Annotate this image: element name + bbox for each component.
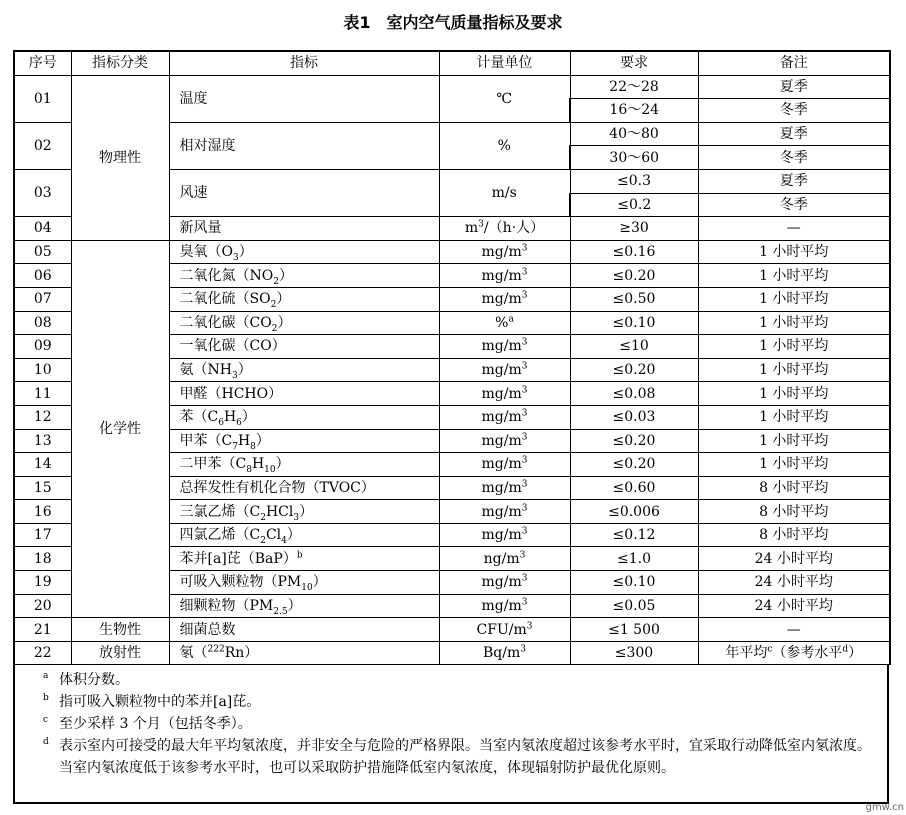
unit: $mg/m^3$	[439, 382, 570, 406]
unit: $m^3/(h\cdot$人）	[439, 217, 570, 241]
indicator: 氨$(NH_3)$	[169, 358, 439, 382]
category-bio: 生物性	[71, 618, 169, 642]
indicator: 新风量	[169, 217, 439, 241]
table-row	[14, 618, 890, 642]
remark: 8 小时平均	[698, 500, 890, 524]
footnotes	[13, 664, 889, 804]
requirement: ≤0.03	[570, 405, 698, 429]
indicator: 相对湿度	[169, 122, 439, 169]
footnote: b 指可吸入颗粒物中的苯并[a]芘。	[43, 693, 261, 710]
indicator: 三氯乙烯$(C_2HCl_3)$	[169, 500, 439, 524]
indicator: 一氧化碳（CO）	[169, 335, 439, 359]
requirement: ≤1.0	[570, 547, 698, 571]
indicator: 甲苯$(C_7H_8)$	[169, 429, 439, 453]
requirement: 40～80	[570, 122, 698, 146]
remark: 8 小时平均	[698, 476, 890, 500]
row-no: 09	[14, 335, 71, 359]
header-no: 序号	[14, 51, 71, 75]
remark: 夏季	[698, 169, 890, 193]
indicator: 甲醛（HCHO）	[169, 382, 439, 406]
indicator: 苯并[a]芘（BaP）$^b$	[169, 547, 439, 571]
table-row	[14, 641, 890, 665]
unit: $mg/m^3$	[439, 429, 570, 453]
requirement: ≤0.16	[570, 240, 698, 264]
requirement: ≤1 500	[570, 618, 698, 642]
remark: 1 小时平均	[698, 405, 890, 429]
indicator: 细菌总数	[169, 618, 439, 642]
row-no: 08	[14, 311, 71, 335]
remark: 1 小时平均	[698, 311, 890, 335]
table-header-row	[14, 51, 890, 75]
requirement: ≤0.10	[570, 571, 698, 595]
row-no: 07	[14, 287, 71, 311]
remark: 1 小时平均	[698, 358, 890, 382]
unit: $ng/m^3$	[439, 547, 570, 571]
requirement: ≥30	[570, 217, 698, 241]
indicator: 二甲苯$(C_8H_{10})$	[169, 453, 439, 477]
unit: $mg/m^3$	[439, 358, 570, 382]
remark: —	[698, 618, 890, 642]
remark: 冬季	[698, 193, 890, 217]
category-radio: 放射性	[71, 641, 169, 665]
header-requirement: 要求	[570, 51, 698, 75]
row-no: 20	[14, 594, 71, 618]
remark: 夏季	[698, 75, 890, 99]
remark: 24 小时平均	[698, 547, 890, 571]
unit: $mg/m^3$	[439, 476, 570, 500]
unit: $mg/m^3$	[439, 287, 570, 311]
unit: $mg/m^3$	[439, 335, 570, 359]
row-no: 16	[14, 500, 71, 524]
unit: CFU/$m^3$	[439, 618, 570, 642]
footnote: c 至少采样 3 个月（包括冬季）。	[43, 715, 252, 732]
row-no: 15	[14, 476, 71, 500]
indicator: 总挥发性有机化合物（TVOC）	[169, 476, 439, 500]
category-physical: 物理性	[71, 75, 169, 240]
remark: 冬季	[698, 99, 890, 123]
watermark: gmw.cn	[865, 802, 904, 813]
remark: 1 小时平均	[698, 240, 890, 264]
requirement: ≤0.50	[570, 287, 698, 311]
row-no: 21	[14, 618, 71, 642]
indicator: 温度	[169, 75, 439, 122]
remark: 1 小时平均	[698, 382, 890, 406]
row-no: 12	[14, 405, 71, 429]
remark: 冬季	[698, 146, 890, 170]
indicator: 臭氧$(O_3)$	[169, 240, 439, 264]
remark: —	[698, 217, 890, 241]
header-remark: 备注	[698, 51, 890, 75]
requirement: ≤0.3	[570, 169, 698, 193]
row-no: 13	[14, 429, 71, 453]
remark: 1 小时平均	[698, 453, 890, 477]
requirement: ≤0.20	[570, 453, 698, 477]
row-no: 02	[14, 122, 71, 169]
row-no: 01	[14, 75, 71, 122]
unit: $mg/m^3$	[439, 571, 570, 595]
row-no: 14	[14, 453, 71, 477]
requirement: 16～24	[570, 99, 698, 123]
requirement: ≤0.10	[570, 311, 698, 335]
footnote: d 表示室内可接受的最大年平均氡浓度，并非安全与危险的严格界限。当室内氡浓度超过该参考水平时，宜采取行动降低室内氡浓度。当室内氡浓度低于该参考水平时，也可以采取防护措施降低室内氡浓度，体现辐射防护最优化原则。	[43, 737, 871, 776]
row-no: 06	[14, 264, 71, 288]
remark: 8 小时平均	[698, 523, 890, 547]
requirement: ≤0.20	[570, 264, 698, 288]
indicator: 二氧化氮$(NO_2)$	[169, 264, 439, 288]
unit: $mg/m^3$	[439, 405, 570, 429]
requirement: ≤0.2	[570, 193, 698, 217]
indicator: 风速	[169, 169, 439, 216]
header-unit: 计量单位	[439, 51, 570, 75]
remark: 1 小时平均	[698, 429, 890, 453]
requirement: ≤0.20	[570, 358, 698, 382]
row-no: 03	[14, 169, 71, 216]
unit: $mg/m^3$	[439, 500, 570, 524]
unit: $mg/m^3$	[439, 523, 570, 547]
remark: 夏季	[698, 122, 890, 146]
indicator: 细颗粒物$(PM_{2.5})$	[169, 594, 439, 618]
table-row	[14, 75, 890, 99]
row-no: 22	[14, 641, 71, 665]
row-no: 18	[14, 547, 71, 571]
indicator: 四氯乙烯$(C_2Cl_4)$	[169, 523, 439, 547]
unit: $mg/m^3$	[439, 240, 570, 264]
requirement: ≤0.60	[570, 476, 698, 500]
remark: 年平均$^c$（参考水平$^d$）	[698, 641, 890, 665]
table-title: 表1 室内空气质量指标及要求	[343, 13, 563, 32]
requirement: ≤10	[570, 335, 698, 359]
requirement: ≤0.05	[570, 594, 698, 618]
category-chemical: 化学性	[71, 240, 169, 618]
remark: 1 小时平均	[698, 264, 890, 288]
row-no: 10	[14, 358, 71, 382]
row-no: 11	[14, 382, 71, 406]
indicator: 氡（$^{222}$Rn）	[169, 641, 439, 665]
row-no: 19	[14, 571, 71, 595]
remark: 24 小时平均	[698, 571, 890, 595]
row-no: 04	[14, 217, 71, 241]
unit: ℃	[439, 75, 570, 122]
requirement: ≤0.08	[570, 382, 698, 406]
remark: 1 小时平均	[698, 335, 890, 359]
footnote: a 体积分数。	[43, 671, 129, 688]
requirement: ≤0.20	[570, 429, 698, 453]
unit: $mg/m^3$	[439, 594, 570, 618]
table-row	[14, 240, 890, 264]
unit: m/s	[439, 169, 570, 216]
unit: $Bq/m^3$	[439, 641, 570, 665]
indicator: 苯$(C_6H_6)$	[169, 405, 439, 429]
header-category: 指标分类	[71, 51, 169, 75]
indicator: 可吸入颗粒物$(PM_{10})$	[169, 571, 439, 595]
remark: 1 小时平均	[698, 287, 890, 311]
requirement: ≤0.12	[570, 523, 698, 547]
unit: %	[439, 122, 570, 169]
requirement: ≤0.006	[570, 500, 698, 524]
requirement: ≤300	[570, 641, 698, 665]
header-indicator: 指标	[169, 51, 439, 75]
air-quality-table	[13, 50, 891, 665]
row-no: 17	[14, 523, 71, 547]
requirement: 22～28	[570, 75, 698, 99]
indicator: 二氧化碳$(CO_2)$	[169, 311, 439, 335]
unit: $mg/m^3$	[439, 453, 570, 477]
unit: %$^a$	[439, 311, 570, 335]
row-no: 05	[14, 240, 71, 264]
unit: $mg/m^3$	[439, 264, 570, 288]
remark: 24 小时平均	[698, 594, 890, 618]
requirement: 30～60	[570, 146, 698, 170]
indicator: 二氧化硫$(SO_2)$	[169, 287, 439, 311]
